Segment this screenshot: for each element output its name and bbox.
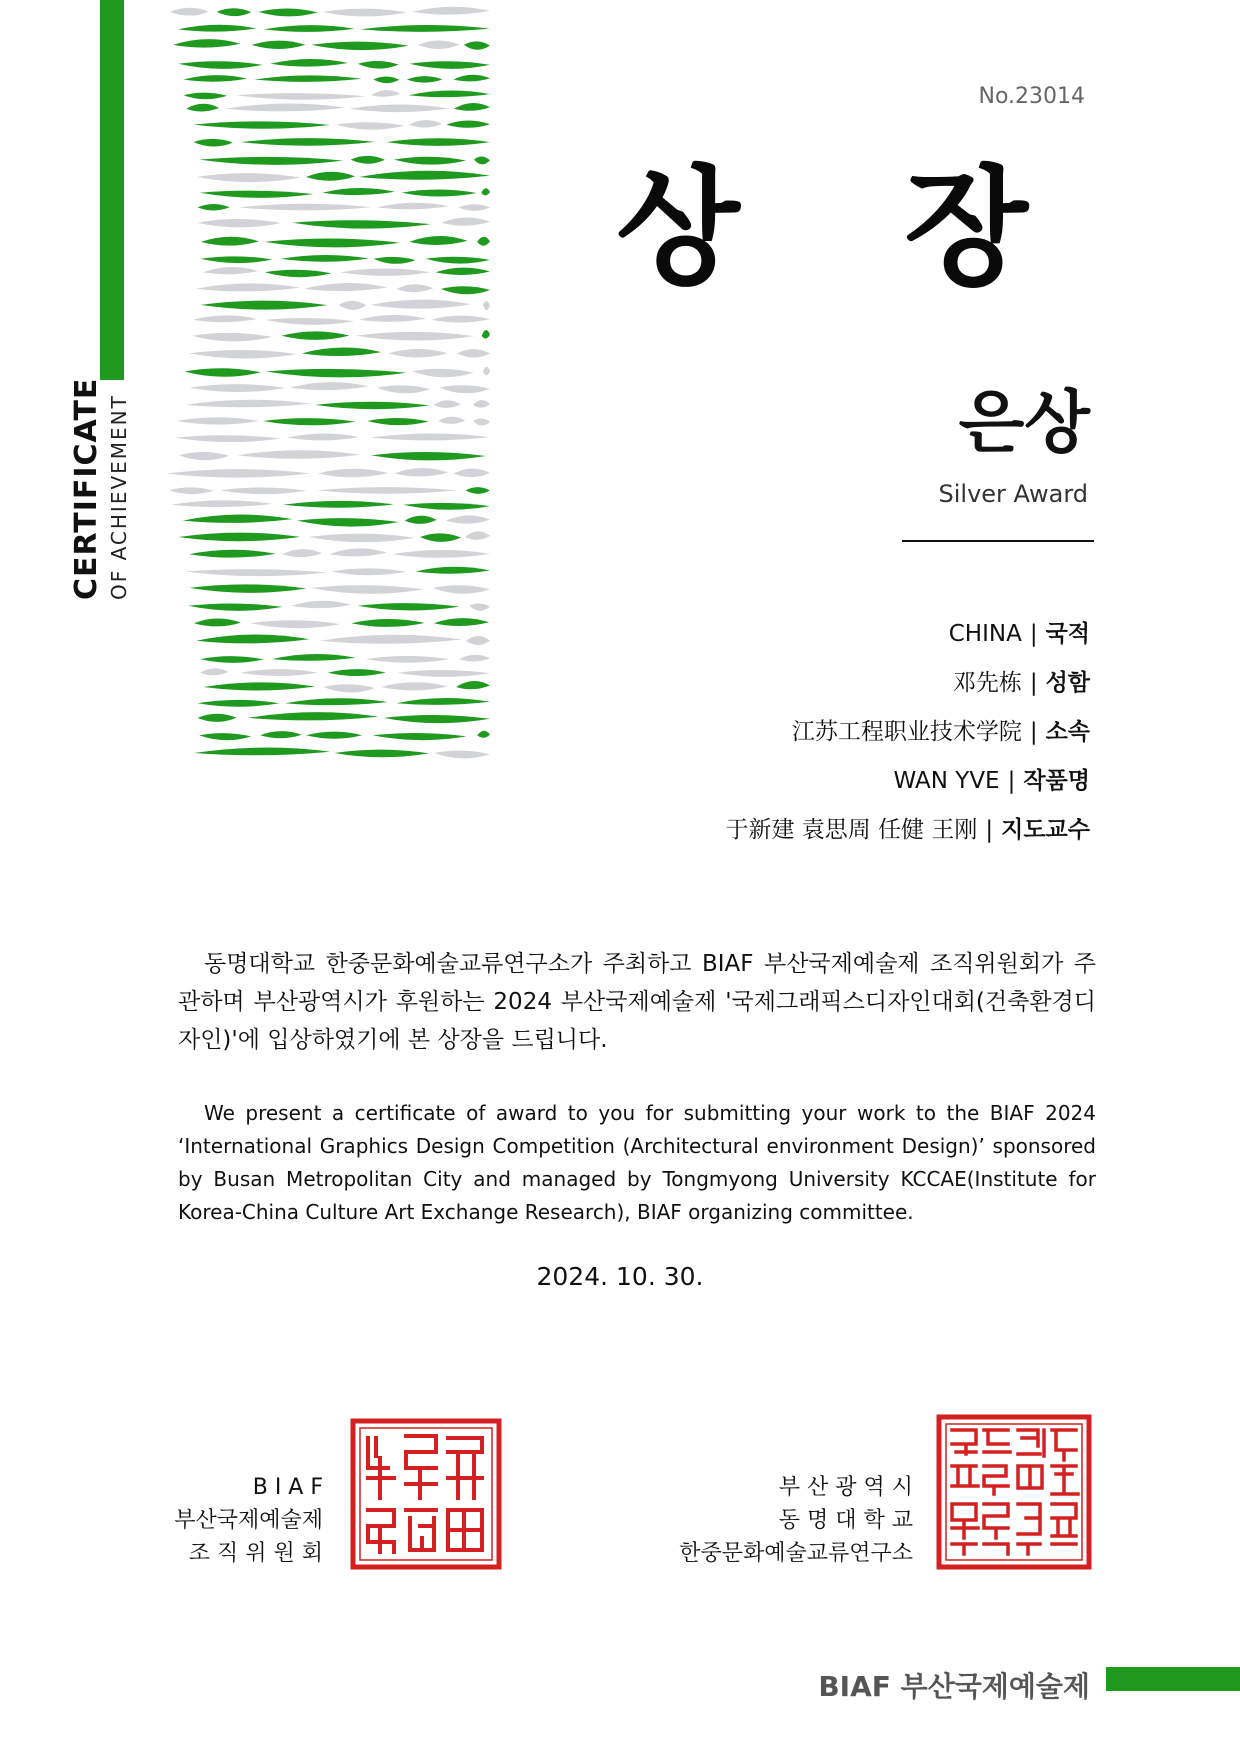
brush-stroke [412, 369, 473, 377]
brush-stroke [373, 76, 399, 83]
brush-stroke [456, 681, 490, 689]
brush-stroke [373, 733, 467, 740]
info-key: 작품명 [1023, 768, 1090, 794]
brush-stroke [387, 138, 491, 146]
statement-korean-text: 동명대학교 한중문화예술교류연구소가 주최하고 BIAF 부산국제예술제 조직위원회가 주관하며 부산광역시가 후원하는 2024 부산국제예술제 '국제그래픽스디자인대회(건축환경디자인)'에 입상하였기에 본 상장을 드립니다. [178, 951, 1096, 1053]
brush-stroke [185, 400, 311, 408]
brush-stroke [282, 549, 322, 557]
brush-stroke [329, 548, 387, 556]
brush-stroke [336, 122, 404, 129]
brush-stroke [367, 418, 429, 425]
brush-stroke [291, 601, 351, 608]
award-name-english: Silver Award [938, 480, 1088, 508]
brush-stroke [185, 569, 327, 576]
brush-stroke [198, 714, 237, 722]
brush-stroke [194, 618, 241, 626]
brush-stroke [270, 59, 348, 67]
brush-stroke [410, 61, 491, 69]
brush-stroke [238, 450, 361, 458]
brush-stroke [265, 318, 354, 325]
brush-stroke [238, 204, 371, 211]
brush-stroke [394, 468, 448, 477]
brush-stroke [374, 257, 416, 264]
brush-stroke [297, 518, 399, 526]
brush-stroke [264, 25, 355, 32]
brush-stroke [173, 39, 240, 47]
brush-stroke [459, 655, 490, 662]
brush-stroke [190, 584, 307, 593]
brush-stroke [454, 469, 490, 477]
brush-stroke [474, 157, 490, 165]
brush-stroke [285, 698, 387, 705]
brush-stroke [201, 237, 259, 246]
brush-stroke [263, 418, 356, 425]
brush-stroke [199, 157, 343, 165]
brush-stroke [481, 188, 490, 195]
info-row-affiliation: 江苏工程职业技术学院 | 소속 [791, 719, 1090, 745]
issuer-line: B I A F [252, 1475, 323, 1500]
brush-stroke [283, 501, 394, 508]
brush-stroke [320, 635, 462, 644]
vertical-certificate-title [70, 160, 150, 600]
brush-stroke [412, 7, 490, 15]
brush-stroke [438, 417, 465, 424]
brush-stroke [197, 173, 301, 182]
brush-stroke [252, 41, 306, 49]
brush-stroke [383, 715, 490, 723]
brush-stroke [349, 104, 449, 112]
brush-stroke [371, 300, 472, 309]
certificate-heading: CERTIFICATE [69, 377, 104, 600]
brush-stroke [194, 748, 330, 756]
info-key: 국적 [1045, 621, 1090, 647]
brush-stroke [225, 104, 345, 112]
brush-stroke [473, 400, 490, 408]
page-title: 상 장 [616, 154, 1088, 303]
brush-stroke [189, 550, 276, 558]
issuer-line: 부산국제예술제 [174, 1508, 323, 1533]
brush-stroke [351, 619, 424, 627]
brush-stroke [473, 418, 490, 425]
brush-stroke [322, 9, 407, 17]
brush-stroke [254, 75, 361, 82]
brush-stroke [184, 368, 261, 377]
brush-stroke [459, 204, 490, 211]
footer-brand: BIAF 부산국제예술제 [818, 1670, 1090, 1703]
brush-stroke [377, 385, 431, 393]
brush-stroke [197, 219, 281, 227]
issuer-line: 조 직 위 원 회 [188, 1541, 323, 1566]
info-value: 邓先栋 [952, 670, 1022, 696]
brush-stroke [431, 316, 490, 323]
certificate-number: No.23014 [978, 84, 1085, 109]
brush-stroke [251, 620, 340, 628]
brush-stroke [440, 385, 490, 393]
brush-stroke [183, 515, 293, 523]
brush-stroke [192, 333, 272, 342]
brush-stroke [339, 301, 366, 310]
brush-stroke [359, 315, 426, 322]
brush-stroke [290, 382, 369, 390]
info-key: 성함 [1045, 670, 1090, 696]
brush-stroke [358, 61, 399, 69]
brush-stroke [396, 284, 433, 292]
brush-stroke [302, 348, 381, 357]
brush-stroke [236, 93, 365, 100]
info-key: 소속 [1045, 719, 1090, 745]
decorative-brush-pattern [160, 0, 500, 770]
brush-stroke [304, 283, 387, 291]
brush-stroke [196, 283, 300, 291]
brush-stroke [426, 257, 490, 264]
brush-stroke [306, 732, 362, 739]
brush-stroke [204, 682, 316, 690]
issuer-biaf-label [174, 1471, 323, 1570]
brush-stroke [405, 516, 437, 524]
brush-stroke [366, 656, 450, 663]
brush-stroke [217, 8, 251, 16]
brush-stroke [407, 76, 443, 83]
brush-stroke [178, 25, 256, 32]
brush-stroke [171, 500, 272, 507]
brush-stroke [322, 188, 394, 195]
brush-stroke [409, 91, 490, 98]
brush-stroke [201, 256, 273, 263]
brush-stroke [259, 9, 318, 17]
brush-stroke [166, 469, 310, 477]
biaf-seal-stamp [350, 1418, 502, 1570]
brush-stroke [418, 41, 459, 49]
brush-stroke [394, 157, 466, 165]
info-row-nationality: CHINA | 국적 [948, 621, 1090, 647]
brush-stroke [203, 267, 258, 274]
brush-stroke [454, 103, 490, 111]
brush-stroke [466, 636, 490, 645]
brush-stroke [403, 503, 490, 510]
brush-stroke [359, 171, 490, 180]
brush-stroke [178, 61, 263, 69]
brush-stroke [266, 369, 407, 378]
brush-stroke [358, 603, 460, 610]
brush-stroke [465, 531, 490, 540]
brush-stroke [193, 121, 330, 128]
award-statement-korean [178, 945, 1096, 1059]
brush-stroke [200, 191, 314, 198]
brush-stroke [351, 156, 385, 164]
award-name-korean: 은상 [958, 384, 1090, 463]
brush-stroke [371, 90, 401, 97]
info-row-work-title: WAN YVE | 작품명 [893, 768, 1090, 794]
brush-stroke [281, 255, 369, 262]
brush-stroke [287, 433, 359, 440]
brush-stroke [264, 238, 399, 247]
info-row-name: 邓先栋 | 성함 [952, 670, 1090, 696]
issuer-line: 동 명 대 학 교 [778, 1508, 913, 1533]
brush-stroke [446, 120, 490, 127]
brush-stroke [370, 433, 490, 440]
footer-green-bar [1106, 1667, 1240, 1691]
brush-stroke [446, 515, 490, 523]
brush-stroke [240, 669, 318, 676]
brush-stroke [360, 25, 490, 32]
brush-stroke [184, 93, 228, 100]
brush-stroke [435, 268, 490, 275]
brush-stroke [482, 330, 490, 339]
brush-stroke [220, 487, 306, 494]
brush-stroke [282, 331, 350, 340]
brush-stroke [198, 204, 230, 211]
brush-stroke [199, 733, 251, 740]
brush-stroke [248, 712, 379, 720]
issuer-line: 부 산 광 역 시 [778, 1475, 913, 1500]
brush-stroke [433, 585, 490, 594]
issuer-line: 한중문화예술교류연구소 [679, 1541, 913, 1566]
brush-stroke [315, 402, 430, 410]
brush-stroke [434, 618, 490, 626]
certificate-subheading: OF ACHIEVEMENT [107, 394, 131, 600]
brush-stroke [477, 731, 490, 738]
brush-stroke [420, 533, 461, 542]
brush-stroke [170, 8, 209, 16]
brush-stroke [441, 217, 490, 225]
info-row-advisor: 于新建 袁思周 任健 王刚 | 지도교수 [725, 817, 1090, 843]
brush-stroke [200, 656, 263, 663]
brush-stroke [311, 585, 424, 594]
info-key: 지도교수 [1001, 817, 1090, 843]
brush-stroke [292, 220, 431, 228]
brush-stroke [409, 120, 442, 127]
brush-stroke [371, 452, 486, 460]
brush-stroke [356, 332, 475, 341]
brush-stroke [381, 682, 448, 690]
brush-stroke [194, 139, 233, 147]
brush-stroke [328, 669, 386, 676]
brush-stroke [454, 75, 491, 82]
brush-stroke [200, 668, 228, 675]
brush-stroke [340, 268, 430, 275]
brush-stroke [331, 568, 406, 575]
brush-stroke [169, 487, 213, 494]
brush-stroke [457, 349, 490, 357]
info-value: WAN YVE [893, 768, 1000, 794]
brush-stroke [402, 189, 477, 196]
brush-stroke [175, 435, 281, 442]
brush-stroke [190, 384, 286, 392]
brush-stroke [260, 731, 302, 738]
brush-stroke [186, 104, 219, 112]
brush-stroke [318, 469, 388, 478]
brush-stroke [434, 400, 461, 408]
brush-stroke [389, 349, 448, 357]
brush-stroke [311, 42, 408, 50]
brush-stroke [434, 751, 490, 759]
brush-stroke [396, 698, 490, 705]
brush-stroke [398, 670, 491, 677]
brush-stroke [483, 301, 490, 310]
brush-stroke [309, 534, 415, 543]
brush-stroke [441, 286, 490, 294]
brush-stroke [477, 237, 490, 246]
brush-stroke [466, 487, 490, 494]
brush-stroke [272, 654, 356, 661]
brush-stroke [177, 417, 259, 424]
award-statement-english [178, 1097, 1096, 1229]
brush-stroke [189, 350, 297, 358]
brush-stroke [178, 533, 300, 542]
brush-stroke [193, 315, 257, 322]
brush-stroke [483, 367, 490, 375]
brush-stroke [317, 487, 456, 494]
brush-stroke [393, 550, 490, 558]
brush-stroke [196, 634, 309, 643]
divider [902, 540, 1094, 542]
brush-stroke [188, 603, 283, 610]
brush-stroke [198, 700, 280, 707]
brush-stroke [409, 236, 467, 245]
brush-stroke [241, 138, 375, 146]
tongmyong-seal-stamp [936, 1414, 1092, 1570]
brush-stroke [265, 270, 332, 277]
issue-date: 2024. 10. 30. [536, 1262, 704, 1291]
issuer-busan-label [679, 1471, 913, 1570]
statement-english-text: We present a certificate of award to you for submitting your work to the BIAF 2024 ‘International Graphics Design Competition (Architectural environment Design)’ sponsored by Busan Metropolitan City and managed by Tongmyong University KCCAE(Institute for Korea-China Culture Art Exchange Research), BIAF organizing committee. [178, 1101, 1096, 1224]
brush-stroke [464, 41, 490, 49]
brush-stroke [179, 452, 229, 460]
brush-stroke [416, 567, 490, 574]
brush-stroke [201, 301, 328, 310]
info-value: CHINA [948, 621, 1022, 647]
brush-stroke [469, 603, 490, 610]
brush-stroke [334, 750, 428, 758]
brush-stroke [323, 684, 375, 692]
info-value: 江苏工程职业技术学院 [791, 719, 1022, 745]
brush-stroke [306, 172, 355, 181]
brush-stroke [377, 203, 449, 210]
brush-stroke [183, 75, 247, 82]
info-value: 于新建 袁思周 任健 王刚 [725, 817, 978, 843]
